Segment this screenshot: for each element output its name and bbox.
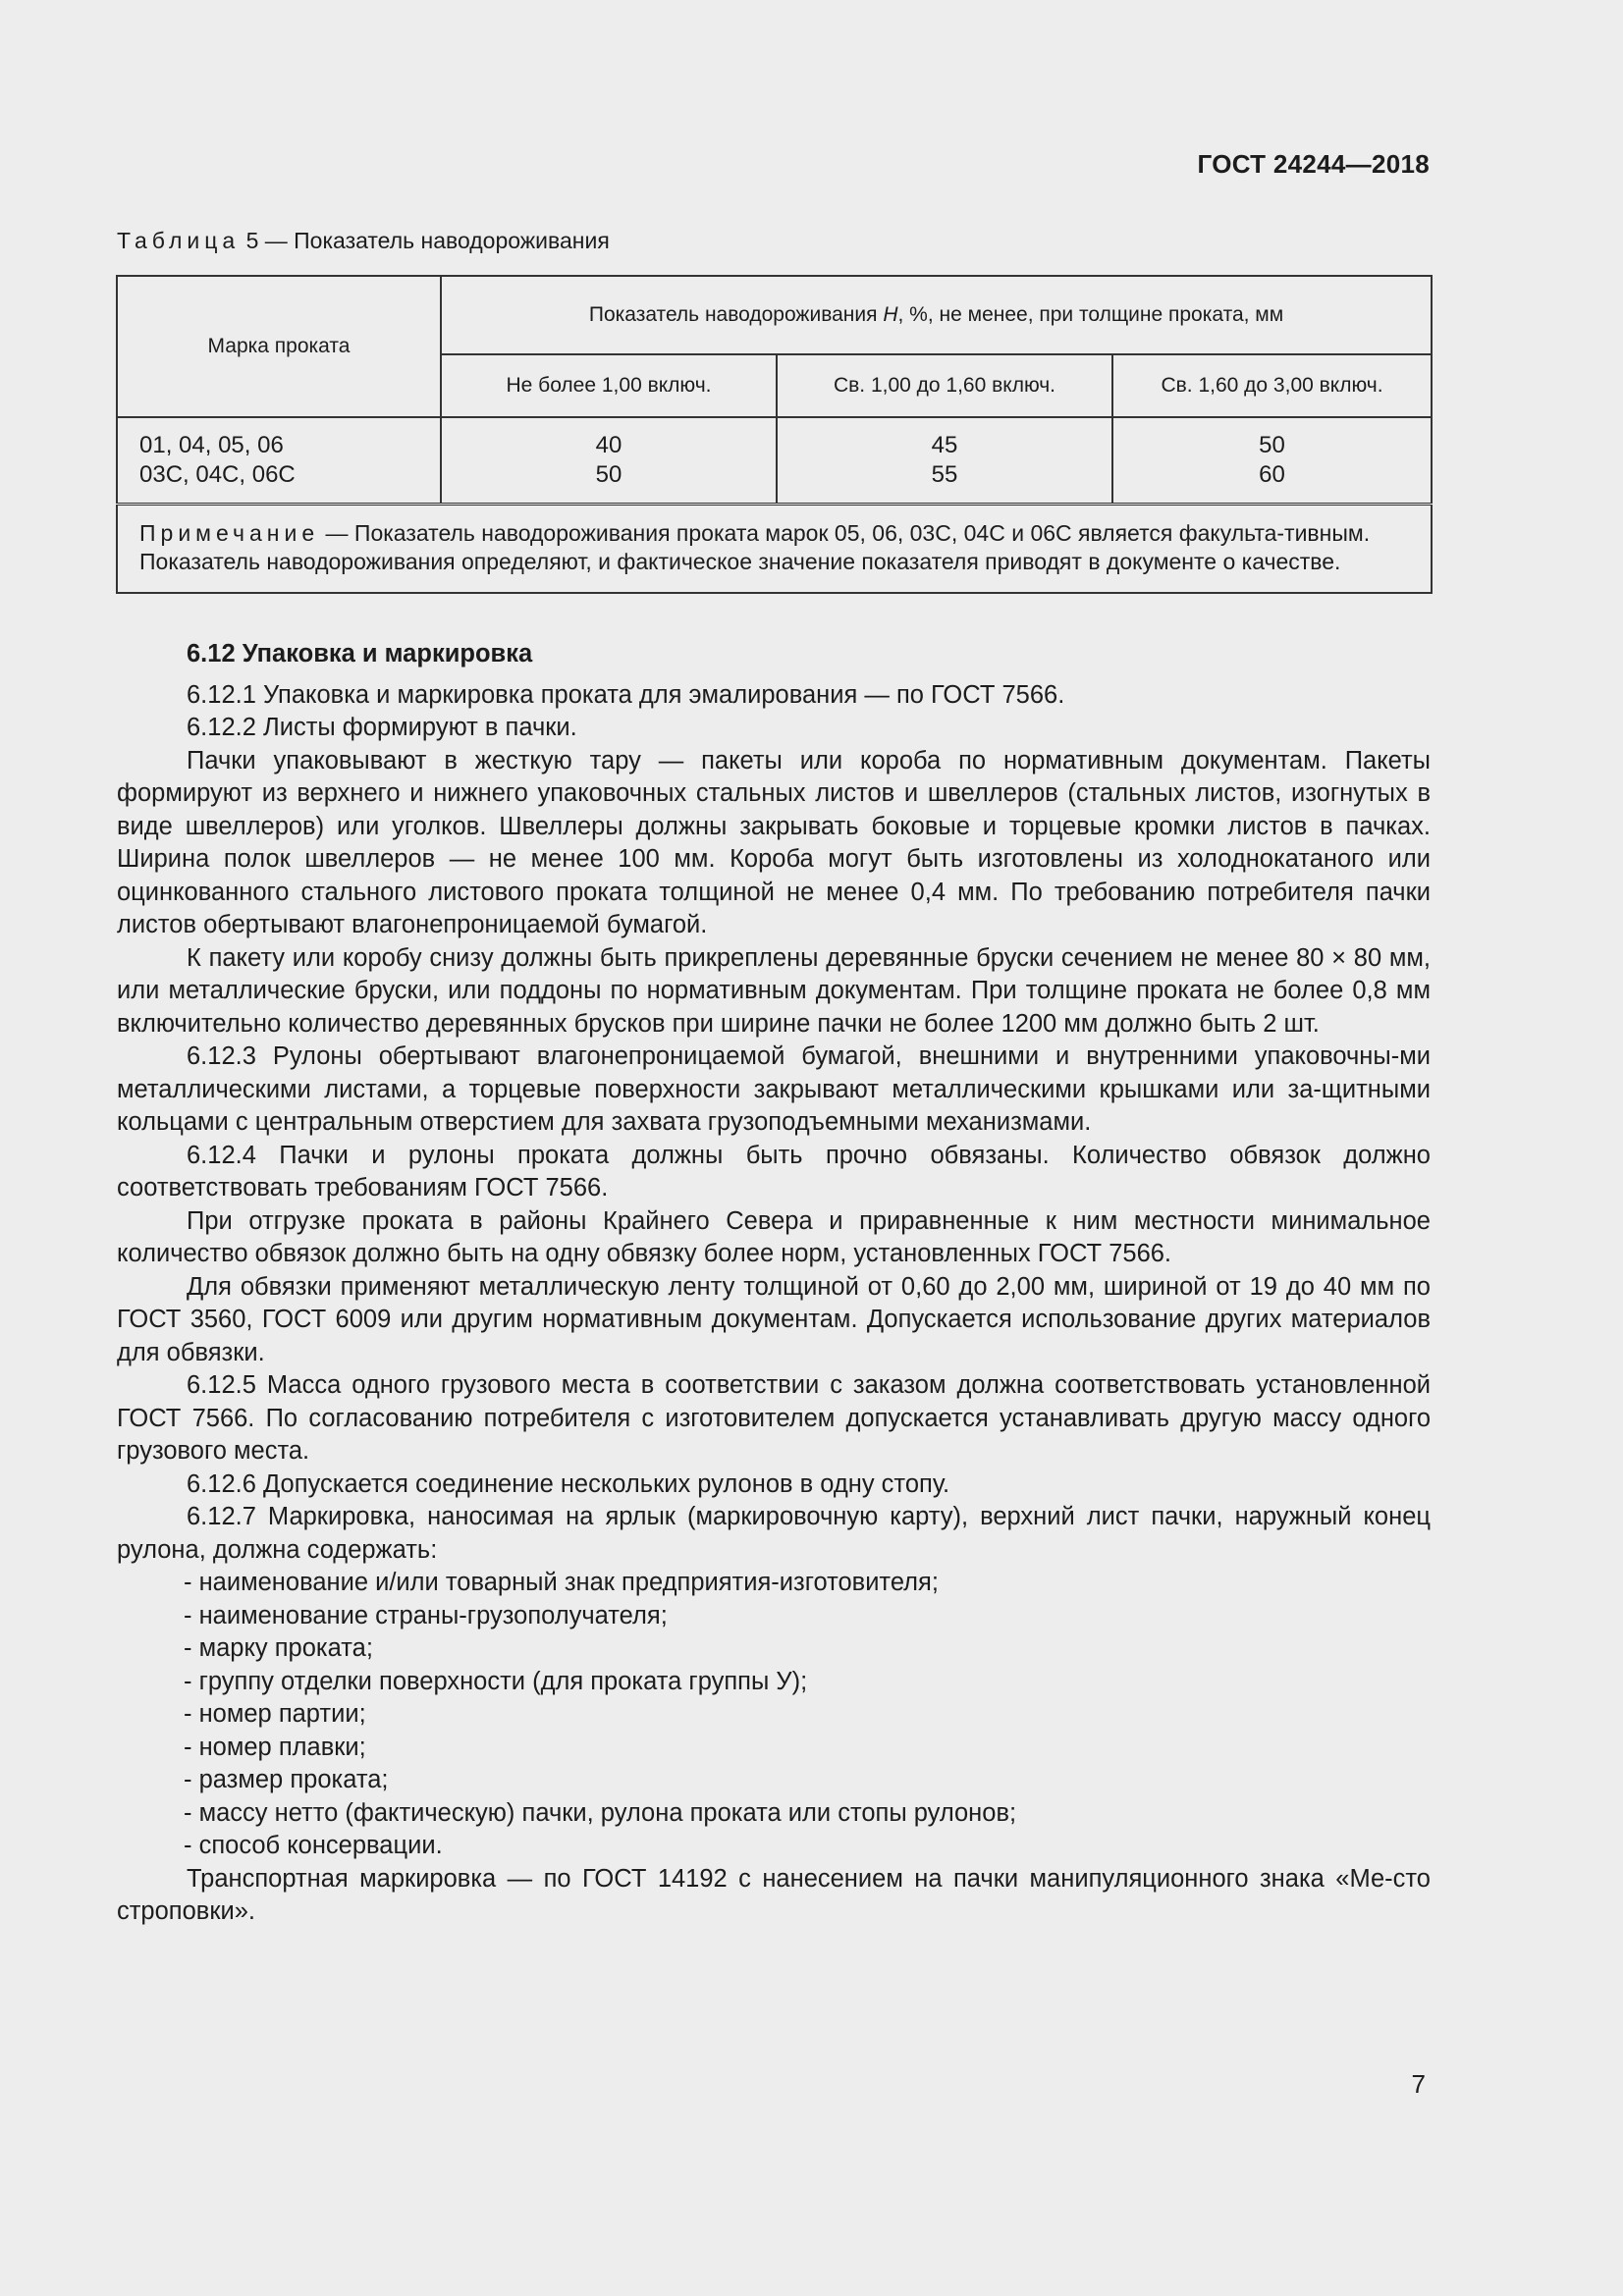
paragraph: При отгрузке проката в районы Крайнего Севера и приравненные к ним местности минимальное количество обвязок должно быть на одну обвязку более норм, установленных ГОСТ 7566. bbox=[117, 1206, 1431, 1267]
table-note bbox=[117, 505, 1432, 594]
hydrogenation-table bbox=[116, 275, 1431, 594]
list-item: - наименование и/или товарный знак предприятия-изготовителя; bbox=[184, 1567, 1431, 1600]
document-id: ГОСТ 24244—2018 bbox=[1197, 149, 1430, 179]
value-cell bbox=[441, 417, 777, 505]
column-header-thickness-2: Св. 1,00 до 1,60 включ. bbox=[777, 354, 1112, 417]
table-caption-label: Таблица bbox=[117, 228, 241, 253]
value: 60 bbox=[1259, 461, 1285, 488]
list-item: - марку проката; bbox=[184, 1632, 1431, 1666]
paragraph: 6.12.2 Листы формируют в пачки. bbox=[187, 714, 577, 741]
table-row bbox=[117, 417, 1432, 505]
paragraph: 6.12.6 Допускается соединение нескольких рулонов в одну стопу. bbox=[187, 1469, 950, 1498]
paragraph-closing: Транспортная маркировка — по ГОСТ 14192 с нанесением на пачки манипуляционного знака «Ме-сто строповки». bbox=[117, 1864, 1431, 1925]
column-header-thickness-3: Св. 1,60 до 3,00 включ. bbox=[1112, 354, 1432, 417]
mark-cell bbox=[117, 417, 441, 505]
value: 40 bbox=[595, 432, 622, 458]
list-item: - группу отделки поверхности (для проката группы У); bbox=[184, 1666, 1431, 1699]
list-item: - наименование страны-грузополучателя; bbox=[184, 1600, 1431, 1633]
value: 50 bbox=[595, 461, 622, 488]
paragraph: Пачки упаковывают в жесткую тару — пакеты или короба по нормативным документам. Пакеты формируют из верхнего и нижнего упаковочных стальных листов и швеллеров (стальных листов, изогнутых в виде швеллеров) или уголков. Швеллеры должны закрывать боковые и торцевые кромки листов в пачках. Ширина полок швеллеров — не менее 100 мм. Короба могут быть изготовлены из холоднокатаного или оцинкованного стального листового проката толщиной не менее 0,4 мм. По требованию потребителя пачки листов обертывают влагонепроницаемой бумагой. bbox=[117, 746, 1431, 938]
column-header-group bbox=[441, 276, 1432, 354]
list-item: - способ консервации. bbox=[184, 1830, 1431, 1863]
paragraph: 6.12.3 Рулоны обертывают влагонепроницаемой бумагой, внешними и внутренними упаковочны-ми металлическими листами, а торцевые поверхности закрывают металлическими крышками или за-щитными кольцами с центральным отверстием для захвата грузоподъемными механизмами. bbox=[117, 1042, 1431, 1136]
value-cell bbox=[777, 417, 1112, 505]
paragraph: 6.12.1 Упаковка и маркировка проката для эмалирования — по ГОСТ 7566. bbox=[187, 680, 1065, 709]
list-item: - размер проката; bbox=[184, 1764, 1431, 1797]
column-header-group-text: Показатель наводороживания bbox=[588, 303, 884, 327]
value: 50 bbox=[1259, 432, 1285, 458]
list-item: - номер плавки; bbox=[184, 1732, 1431, 1765]
paragraph: К пакету или коробу снизу должны быть прикреплены деревянные бруски сечением не менее 80 × 80 мм, или металлические бруски, или поддоны по нормативным документам. При толщине проката не более 0,8 мм включительно количество деревянных брусков при ширине пачки не более 1200 мм должно быть 2 шт. bbox=[117, 943, 1431, 1038]
note-label: Примечание bbox=[139, 520, 320, 546]
column-header-mark: Марка проката bbox=[117, 276, 441, 417]
table-caption bbox=[117, 228, 610, 254]
section-body bbox=[117, 638, 1431, 1929]
column-header-group-var: H bbox=[883, 303, 898, 327]
value-cell bbox=[1112, 417, 1432, 505]
list-item: - номер партии; bbox=[184, 1698, 1431, 1732]
marking-list bbox=[117, 1567, 1431, 1863]
paragraph: 6.12.4 Пачки и рулоны проката должны быть прочно обвязаны. Количество обвязок должно соответствовать требованиям ГОСТ 7566. bbox=[117, 1141, 1431, 1201]
section-title: 6.12 Упаковка и маркировка bbox=[187, 640, 533, 667]
note-text: — Показатель наводороживания проката марок 05, 06, 03С, 04С и 06С является факульта-тивным. Показатель наводороживания определяют, и фактическое значение показателя приводят в документе о качестве. bbox=[139, 520, 1371, 574]
mark-value: 03С, 04С, 06С bbox=[139, 461, 296, 488]
table-note-row bbox=[117, 505, 1432, 594]
list-item: - массу нетто (фактическую) пачки, рулона проката или стопы рулонов; bbox=[184, 1797, 1431, 1831]
value: 55 bbox=[931, 461, 958, 488]
column-header-thickness-1: Не более 1,00 включ. bbox=[441, 354, 777, 417]
mark-value: 01, 04, 05, 06 bbox=[139, 432, 284, 458]
paragraph: 6.12.5 Масса одного грузового места в соответствии с заказом должна соответствовать установленной ГОСТ 7566. По согласованию потребителя с изготовителем допускается устанавливать другую массу одного грузового места. bbox=[117, 1371, 1431, 1465]
value: 45 bbox=[931, 432, 958, 458]
column-header-group-unit: , %, не менее, при толщине проката, мм bbox=[897, 303, 1284, 327]
table-caption-title: 5 — Показатель наводороживания bbox=[240, 228, 610, 253]
paragraph: Для обвязки применяют металлическую ленту толщиной от 0,60 до 2,00 мм, шириной от 19 до 40 мм по ГОСТ 3560, ГОСТ 6009 или другим нормативным документам. Допускается использование других материалов для обвязки. bbox=[117, 1272, 1431, 1366]
page-number: 7 bbox=[1411, 2069, 1426, 2099]
paragraph: 6.12.7 Маркировка, наносимая на ярлык (маркировочную карту), верхний лист пачки, наружный конец рулона, должна содержать: bbox=[117, 1503, 1431, 1564]
